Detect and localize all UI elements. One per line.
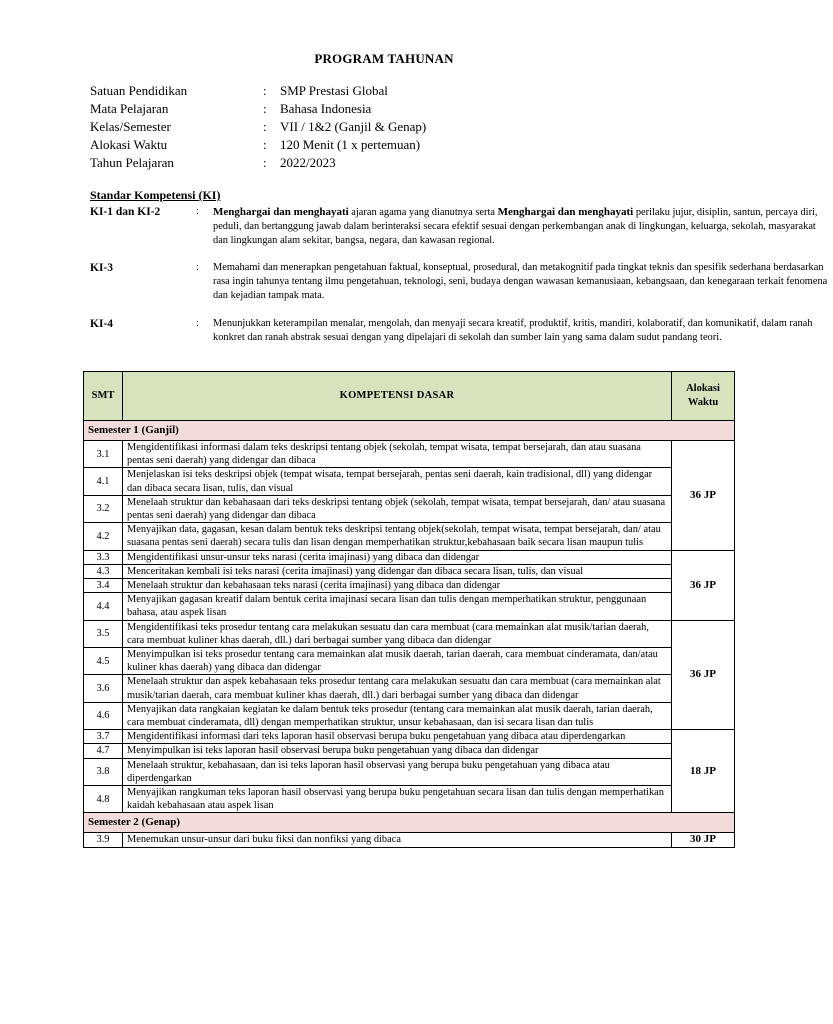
ki-colon: : (196, 206, 199, 217)
table-row (84, 495, 735, 522)
info-label: Alokasi Waktu (90, 137, 168, 152)
table-row (84, 675, 735, 702)
table-row (84, 564, 735, 578)
table-row (84, 786, 735, 813)
kd-description: Menelaah struktur dan kebahasaan teks narasi (cerita imajinasi) yang dibaca dan didengar (123, 579, 672, 593)
kd-description: Menjelaskan isi teks deskripsi objek (tempat wisata, tempat bersejarah, pentas seni daerah, kain tradisional, dll) yang didengar dan dibaca secara lisan, tulis, dan visual (123, 468, 672, 495)
kd-description: Menyajikan gagasan kreatif dalam bentuk cerita imajinasi secara lisan dan tulis dengan memperhatikan struktur, penggunaan bahasa, atau aspek lisan (123, 593, 672, 620)
kd-number: 4.1 (84, 468, 123, 495)
info-colon: : (263, 137, 267, 152)
alokasi-waktu-cell: 18 JP (672, 730, 735, 813)
table-row (84, 579, 735, 593)
header-aw-line: Waktu (687, 397, 719, 408)
info-row (90, 100, 426, 118)
kd-description: Menyajikan data, gagasan, kesan dalam bentuk teks deskripsi tentang objek(sekolah, tempat wisata, tempat bersejarah, dan/ atau suasana pentas seni daerah) secara tulis dan lisan dengan memperhatikan struktur,kebahasaan baik secara lisan maupun tulis (123, 523, 672, 550)
header-kompetensi-dasar: KOMPETENSI DASAR (123, 372, 672, 421)
ki-colon: : (196, 318, 199, 329)
semester-2-label: Semester 2 (Genap) (84, 813, 735, 833)
table-row (84, 523, 735, 550)
info-value: VII / 1&2 (Ganjil & Genap) (280, 119, 427, 134)
info-row (90, 118, 426, 136)
semester-1-label: Semester 1 (Ganjil) (84, 421, 735, 441)
kd-description: Mengidentifikasi informasi dalam teks deskripsi tentang objek (sekolah, tempat wisata, tempat bersejarah, dan atau suasana pentas seni daerah) yang didengar dan dibaca (123, 441, 672, 468)
semester-row (84, 813, 735, 833)
kd-number: 3.8 (84, 758, 123, 785)
info-row (90, 82, 426, 100)
table-row (84, 468, 735, 495)
kd-description: Menceritakan kembali isi teks narasi (cerita imajinasi) yang didengar dan dibaca secara lisan, tulis, dan visual (123, 564, 672, 578)
info-value: 120 Menit (1 x pertemuan) (280, 137, 421, 152)
table-row (84, 833, 735, 847)
info-colon: : (263, 119, 267, 134)
alokasi-waktu-cell: 36 JP (672, 441, 735, 551)
header-aw-line: Alokasi (686, 383, 720, 394)
kd-description: Menelaah struktur dan kebahasaan dari teks deskripsi tentang objek (sekolah, tempat wisata, tempat bersejarah, dan/ atau suasana pentas seni daerah) yang didengar dan dibaca (123, 495, 672, 522)
info-colon: : (263, 83, 267, 98)
semester-row (84, 421, 735, 441)
kd-number: 3.9 (84, 833, 123, 847)
info-label: Satuan Pendidikan (90, 83, 188, 98)
table-row (84, 758, 735, 785)
table-header-row (84, 372, 735, 421)
kd-number: 4.8 (84, 786, 123, 813)
ki-text-part: ajaran agama yang dianutnya serta (348, 207, 498, 218)
table-row (84, 620, 735, 647)
kd-description: Menelaah struktur dan aspek kebahasaan teks prosedur tentang cara melakukan sesuatu dan cara membuat (cara memainkan alat musik/tarian daerah, cara membuat kuliner khas daerah, dll.) dari berbagai sumber yang dibaca dan didengar (123, 675, 672, 702)
info-value: Bahasa Indonesia (280, 101, 372, 116)
ki-label: KI-4 (90, 318, 113, 330)
info-row (90, 154, 426, 172)
ki-colon: : (196, 262, 199, 273)
table-row (84, 550, 735, 564)
header-alokasi-waktu (672, 372, 735, 421)
kd-description: Menyimpulkan isi teks laporan hasil observasi berupa buku pengetahuan yang dibaca dan didengar (123, 744, 672, 758)
kd-number: 4.7 (84, 744, 123, 758)
ki-text-part: perilaku jujur, disiplin, santun, percaya diri, peduli, dan bertanggung jawab dalam berinteraksi secara efektif sesuai dengan perkembangan anak di lingkungan, keluarga, sekolah, masyarakat dan lingkungan alam sekitar, bangsa, negara, dan kawasan regional. (213, 207, 818, 247)
kd-number: 3.4 (84, 579, 123, 593)
kd-number: 4.2 (84, 523, 123, 550)
table-row (84, 441, 735, 468)
identity-info (90, 82, 426, 172)
kd-description: Menelaah struktur, kebahasaan, dan isi teks laporan hasil observasi yang berupa buku pengetahuan yang dibaca atau diperdengarkan (123, 758, 672, 785)
info-value: 2022/2023 (280, 155, 336, 170)
kd-number: 4.4 (84, 593, 123, 620)
table-row (84, 593, 735, 620)
ki-text (213, 205, 833, 249)
kd-number: 3.5 (84, 620, 123, 647)
kd-number: 3.3 (84, 550, 123, 564)
kd-number: 4.5 (84, 648, 123, 675)
info-colon: : (263, 101, 267, 116)
ki-text: Memahami dan menerapkan pengetahuan faktual, konseptual, prosedural, dan metakognitif pada tingkat teknis dan spesifik sederhana berdasarkan rasa ingin tahunya tentang ilmu pengetahuan, teknologi, seni, budaya dengan wawasan kemanusiaan, kebangsaan, dan kenegaraan terkait fenomena dan kejadian tampak mata. (213, 262, 828, 302)
kompetensi-dasar-table (83, 371, 735, 848)
info-colon: : (263, 155, 267, 170)
alokasi-waktu-cell: 36 JP (672, 550, 735, 620)
info-label: Tahun Pelajaran (90, 155, 174, 170)
kd-description: Menyimpulkan isi teks prosedur tentang cara memainkan alat musik daerah, tarian daerah, cara membuat cinderamata, dan/atau kuliner khas daerah) yang dibaca dan didengar (123, 648, 672, 675)
kd-description: Menyajikan rangkuman teks laporan hasil observasi yang berupa buku pengetahuan secara lisan dan tulis dengan memperhatikan kaidah kebahasaan atau aspek lisan (123, 786, 672, 813)
ki-bold-phrase: Menghargai dan menghayati (213, 206, 349, 218)
ki-heading: Standar Kompetensi (KI) (90, 188, 221, 202)
info-label: Mata Pelajaran (90, 101, 169, 116)
ki-text: Menunjukkan keterampilan menalar, mengolah, dan menyaji secara kreatif, produktif, kritis, mandiri, kolaboratif, dan komunikatif, dalam ranah konkret dan ranah abstrak sesuai dengan yang dipelajari di sekolah dan sumber lain yang sama dalam sudut pandang teori. (213, 318, 813, 344)
kd-number: 4.3 (84, 564, 123, 578)
kd-number: 3.1 (84, 441, 123, 468)
kd-description: Menyajikan data rangkaian kegiatan ke dalam bentuk teks prosedur (tentang cara memainkan alat musik daerah, tarian daerah, cara membuat cinderamata, dll) dengan memperhatikan struktur, unsur kebahasaan, dan isi secara lisan dan tulis (123, 702, 672, 729)
alokasi-waktu-cell: 30 JP (672, 833, 735, 847)
kd-description: Mengidentifikasi teks prosedur tentang cara melakukan sesuatu dan cara membuat (cara memainkan alat musik/tarian daerah, cara membuat kuliner khas daerah, dll.) dari berbagai sumber yang dibaca dan didengar (123, 620, 672, 647)
table-body (84, 421, 735, 848)
ki-label: KI-3 (90, 262, 113, 274)
kd-number: 3.7 (84, 730, 123, 744)
kd-number: 3.2 (84, 495, 123, 522)
table-row (84, 730, 735, 744)
page-title: PROGRAM TAHUNAN (314, 51, 454, 66)
ki-bold-phrase: Menghargai dan menghayati (497, 206, 634, 218)
header-smt: SMT (84, 372, 123, 421)
kd-description: Mengidentifikasi unsur-unsur teks narasi (cerita imajinasi) yang dibaca dan didengar (123, 550, 672, 564)
info-label: Kelas/Semester (90, 119, 171, 134)
ki-label: KI-1 dan KI-2 (90, 206, 161, 218)
info-row (90, 136, 426, 154)
kd-number: 4.6 (84, 702, 123, 729)
table-row (84, 648, 735, 675)
table-row (84, 702, 735, 729)
alokasi-waktu-cell: 36 JP (672, 620, 735, 730)
kd-number: 3.6 (84, 675, 123, 702)
kd-description: Menemukan unsur-unsur dari buku fiksi dan nonfiksi yang dibaca (123, 833, 672, 847)
info-value: SMP Prestasi Global (280, 83, 388, 98)
table-row (84, 744, 735, 758)
kd-description: Mengidentifikasi informasi dari teks laporan hasil observasi berupa buku pengetahuan yang dibaca atau diperdengarkan (123, 730, 672, 744)
